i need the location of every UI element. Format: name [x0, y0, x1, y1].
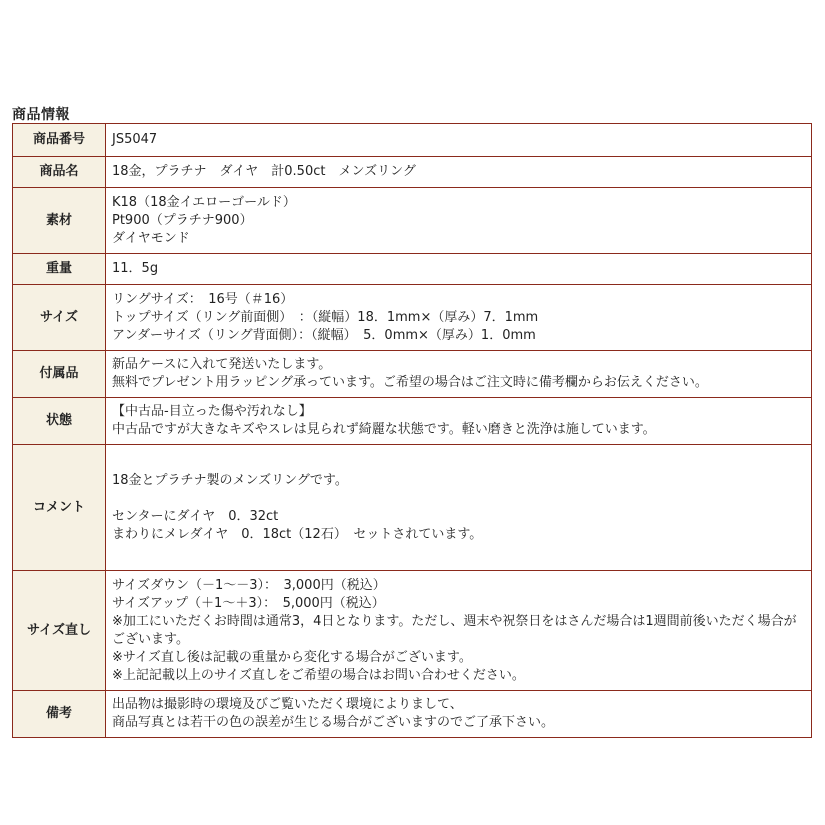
label-comment: コメント — [13, 445, 106, 571]
material-line: K18（18金イエローゴールド） — [112, 194, 296, 210]
size-line: アンダーサイズ（リング背面側）：（縦幅） 5．0mm×（厚み）1．0mm — [112, 327, 536, 343]
label-remarks: 備考 — [13, 691, 106, 738]
value-accessories — [106, 351, 812, 398]
condition-line: 【中古品-目立った傷や汚れなし】 — [112, 404, 312, 419]
row-weight — [13, 254, 812, 285]
size-line: トップサイズ（リング前面側） ：（縦幅）18．1mm×（厚み）7．1mm — [112, 309, 539, 325]
material-line: Pt900（プラチナ900） — [112, 212, 253, 228]
value-resizing — [106, 571, 812, 691]
row-product-name — [13, 157, 812, 188]
row-size — [13, 285, 812, 351]
value-material — [106, 188, 812, 254]
label-resizing: サイズ直し — [13, 571, 106, 691]
row-material — [13, 188, 812, 254]
row-resizing — [13, 571, 812, 691]
value-condition — [106, 398, 812, 445]
comment-line: 18金とプラチナ製のメンズリングです。 — [112, 472, 348, 488]
resizing-line: ※加工にいただくお時間は通常3，4日となります。ただし、週末や祝祭日をはさんだ場合は1週間前後いただく場合がございます。 — [112, 613, 797, 647]
label-material: 素材 — [13, 188, 106, 254]
product-name: 18金，プラチナ ダイヤ 計0.50ct メンズリング — [112, 164, 416, 179]
row-accessories — [13, 351, 812, 398]
value-product-number — [106, 124, 812, 157]
resizing-line: ※上記記載以上のサイズ直しをご希望の場合はお問い合わせください。 — [112, 667, 525, 683]
condition-line: 中古品ですが大きなキズやスレは見られず綺麗な状態です。軽い磨きと洗浄は施しています。 — [112, 422, 656, 437]
label-product-number: 商品番号 — [13, 124, 106, 157]
weight: 11．5g — [112, 261, 159, 276]
size-line: リングサイズ： 16号（＃16） — [112, 291, 294, 307]
row-comment — [13, 445, 812, 571]
product-number: JS5047 — [112, 132, 158, 147]
value-remarks — [106, 691, 812, 738]
resizing-line: ※サイズ直し後は記載の重量から変化する場合がございます。 — [112, 649, 472, 665]
row-condition — [13, 398, 812, 445]
resizing-line: サイズアップ（＋1～＋3）： 5,000円（税込） — [112, 595, 385, 611]
label-condition: 状態 — [13, 398, 106, 445]
comment-line: センターにダイヤ 0．32ct — [112, 508, 279, 524]
accessories-line: 新品ケースに入れて発送いたします。 — [112, 357, 332, 372]
row-product-number — [13, 124, 812, 157]
value-comment — [106, 445, 812, 571]
value-size — [106, 285, 812, 351]
accessories-line: 無料でプレゼント用ラッピング承っています。ご希望の場合はご注文時に備考欄からお伝えください。 — [112, 375, 708, 390]
product-info-table — [12, 123, 812, 738]
value-weight — [106, 254, 812, 285]
label-product-name: 商品名 — [13, 157, 106, 188]
value-product-name — [106, 157, 812, 188]
resizing-line: サイズダウン（－1～－3）： 3,000円（税込） — [112, 577, 386, 593]
remarks-line: 商品写真とは若干の色の誤差が生じる場合がございますのでご了承下さい。 — [112, 715, 555, 730]
comment-line: まわりにメレダイヤ 0．18ct（12石） セットされています。 — [112, 526, 483, 542]
label-accessories: 付属品 — [13, 351, 106, 398]
material-line: ダイヤモンド — [112, 230, 190, 246]
remarks-line: 出品物は撮影時の環境及びご覧いただく環境によりまして、 — [112, 697, 463, 712]
comment-spacer — [112, 490, 805, 508]
label-size: サイズ — [13, 285, 106, 351]
section-title: 商品情報 — [12, 107, 70, 123]
row-remarks — [13, 691, 812, 738]
label-weight: 重量 — [13, 254, 106, 285]
